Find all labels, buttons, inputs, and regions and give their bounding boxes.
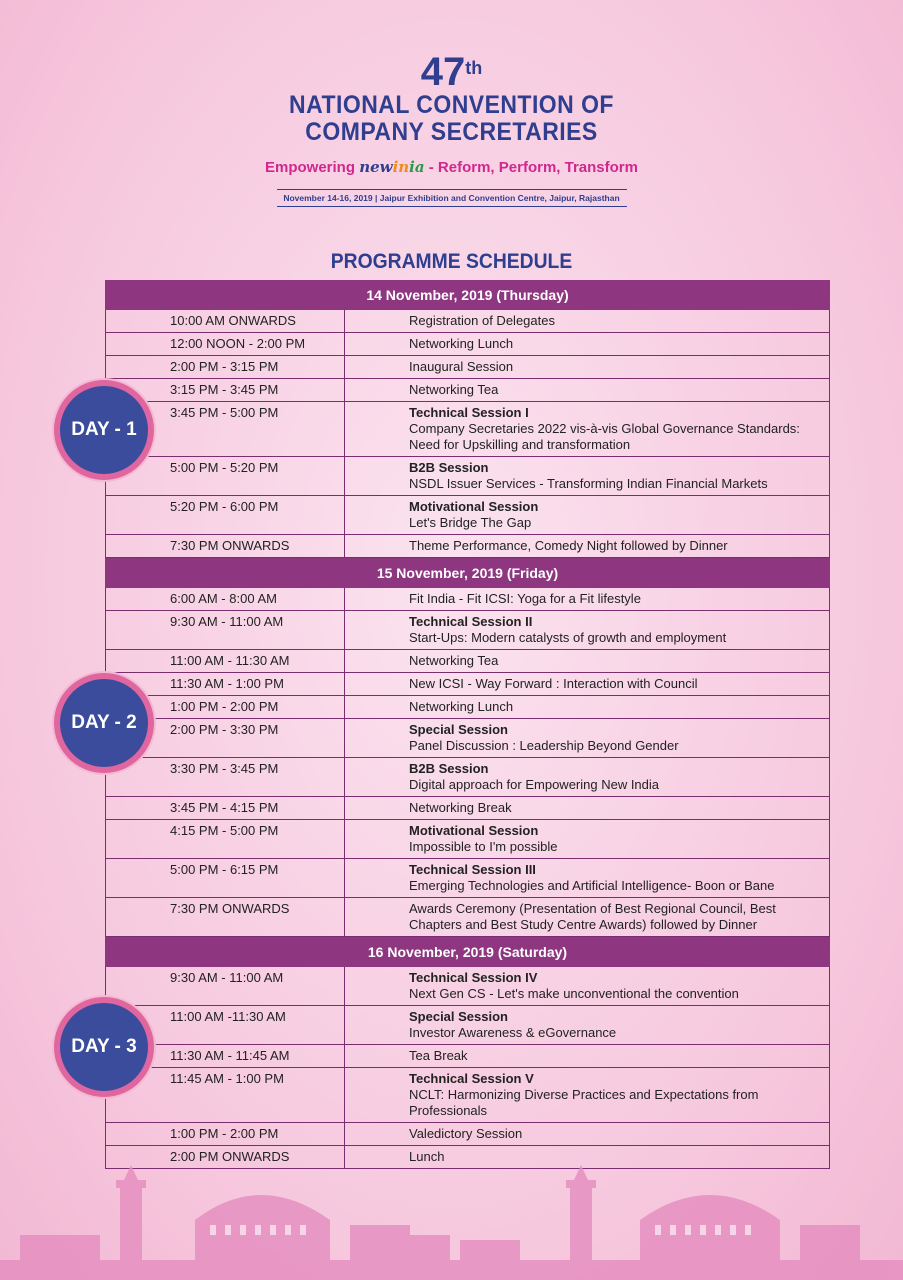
time-cell: 3:45 PM - 5:00 PM xyxy=(106,402,345,456)
schedule-row xyxy=(106,310,829,332)
session-description: Fit India - Fit ICSI: Yoga for a Fit lifestyle xyxy=(409,591,641,606)
schedule-row xyxy=(106,718,829,757)
schedule-row xyxy=(106,672,829,695)
schedule-row xyxy=(106,401,829,456)
event-cell xyxy=(345,1068,829,1122)
time-cell: 2:00 PM ONWARDS xyxy=(106,1146,345,1168)
time-cell: 2:00 PM - 3:15 PM xyxy=(106,356,345,378)
event-cell xyxy=(345,379,829,401)
day-badge-3: DAY - 3 xyxy=(54,997,154,1097)
convention-header xyxy=(0,52,903,207)
schedule-row xyxy=(106,796,829,819)
time-cell: 9:30 AM - 11:00 AM xyxy=(106,967,345,1005)
event-cell xyxy=(345,457,829,495)
schedule-row xyxy=(106,1122,829,1145)
venue-line: November 14-16, 2019 | Jaipur Exhibition and Convention Centre, Jaipur, Rajasthan xyxy=(277,189,627,207)
session-title: Motivational Session xyxy=(409,499,539,514)
session-description: NSDL Issuer Services - Transforming Indian Financial Markets xyxy=(409,476,768,491)
event-cell xyxy=(345,758,829,796)
time-cell: 6:00 AM - 8:00 AM xyxy=(106,588,345,610)
programme-title: PROGRAMME SCHEDULE xyxy=(330,250,573,273)
day-header-1: 14 November, 2019 (Thursday) xyxy=(105,280,830,310)
session-description: Networking Break xyxy=(409,800,512,815)
time-cell: 4:15 PM - 5:00 PM xyxy=(106,820,345,858)
time-cell: 5:00 PM - 6:15 PM xyxy=(106,859,345,897)
event-cell xyxy=(345,1123,829,1145)
day-badge-2: DAY - 2 xyxy=(54,673,154,773)
time-cell: 11:00 AM - 11:30 AM xyxy=(106,650,345,672)
session-description: Emerging Technologies and Artificial Intelligence- Boon or Bane xyxy=(409,878,775,893)
schedule-row xyxy=(106,757,829,796)
time-cell: 11:45 AM - 1:00 PM xyxy=(106,1068,345,1122)
session-title: B2B Session xyxy=(409,460,489,475)
event-cell xyxy=(345,310,829,332)
session-description: Networking Tea xyxy=(409,382,499,397)
edition-number: 47th xyxy=(420,50,483,94)
time-cell: 5:20 PM - 6:00 PM xyxy=(106,496,345,534)
session-description: Awards Ceremony (Presentation of Best Regional Council, Best Chapters and Best Study Centre Awards) followed by Dinner xyxy=(409,901,776,932)
session-description: Impossible to I'm possible xyxy=(409,839,558,854)
event-cell xyxy=(345,650,829,672)
session-title: Special Session xyxy=(409,1009,508,1024)
title-line-2: COMPANY SECRETARIES xyxy=(305,118,598,146)
event-cell xyxy=(345,797,829,819)
session-description: Tea Break xyxy=(409,1048,468,1063)
session-description: Networking Lunch xyxy=(409,699,514,714)
schedule-row xyxy=(106,695,829,718)
tag-logo-ia: ia xyxy=(409,158,425,176)
event-cell xyxy=(345,719,829,757)
schedule-row xyxy=(106,456,829,495)
time-cell: 2:00 PM - 3:30 PM xyxy=(106,719,345,757)
schedule-row xyxy=(106,819,829,858)
schedule-row xyxy=(106,332,829,355)
event-cell xyxy=(345,673,829,695)
event-cell xyxy=(345,333,829,355)
session-title: Technical Session IV xyxy=(409,970,538,985)
event-cell xyxy=(345,588,829,610)
session-description: Networking Tea xyxy=(409,653,499,668)
session-description: Inaugural Session xyxy=(409,359,514,374)
event-cell xyxy=(345,611,829,649)
time-cell: 3:15 PM - 3:45 PM xyxy=(106,379,345,401)
schedule-row xyxy=(106,534,829,557)
tag-logo-new: new xyxy=(359,158,393,176)
day-badge-1: DAY - 1 xyxy=(54,380,154,480)
time-cell: 7:30 PM ONWARDS xyxy=(106,535,345,557)
event-cell xyxy=(345,356,829,378)
time-cell: 7:30 PM ONWARDS xyxy=(106,898,345,936)
session-title: Motivational Session xyxy=(409,823,539,838)
event-cell xyxy=(345,496,829,534)
session-title: Technical Session I xyxy=(409,405,529,420)
event-cell xyxy=(345,898,829,936)
session-description: Lunch xyxy=(409,1149,445,1164)
session-title: Technical Session V xyxy=(409,1071,534,1086)
session-description: New ICSI - Way Forward : Interaction with Council xyxy=(409,676,698,691)
session-description: Theme Performance, Comedy Night followed by Dinner xyxy=(409,538,728,553)
time-cell: 12:00 NOON - 2:00 PM xyxy=(106,333,345,355)
time-cell: 1:00 PM - 2:00 PM xyxy=(106,696,345,718)
event-cell xyxy=(345,820,829,858)
session-title: Technical Session II xyxy=(409,614,533,629)
time-cell: 11:30 AM - 1:00 PM xyxy=(106,673,345,695)
session-description: Digital approach for Empowering New India xyxy=(409,777,660,792)
event-cell xyxy=(345,696,829,718)
schedule-row xyxy=(106,858,829,897)
day-body-1 xyxy=(71,310,830,558)
session-title: Special Session xyxy=(409,722,508,737)
session-title: B2B Session xyxy=(409,761,489,776)
schedule-row xyxy=(106,378,829,401)
tagline: Empowering newinia - Reform, Perform, Transform xyxy=(265,158,638,176)
schedule-row xyxy=(106,1067,829,1122)
session-description: Next Gen CS - Let's make unconventional the convention xyxy=(409,986,739,1001)
schedule-row xyxy=(106,897,829,936)
session-description: Valedictory Session xyxy=(409,1126,523,1141)
day-body-3 xyxy=(71,967,830,1169)
event-cell xyxy=(345,535,829,557)
time-cell: 11:30 AM - 11:45 AM xyxy=(106,1045,345,1067)
day-header-3: 16 November, 2019 (Saturday) xyxy=(105,937,830,967)
title-line-1: NATIONAL CONVENTION OF xyxy=(289,91,614,119)
time-cell: 3:45 PM - 4:15 PM xyxy=(106,797,345,819)
session-description: NCLT: Harmonizing Diverse Practices and Expectations from Professionals xyxy=(409,1087,759,1118)
time-cell: 3:30 PM - 3:45 PM xyxy=(106,758,345,796)
event-cell xyxy=(345,859,829,897)
day-body-2 xyxy=(71,588,830,937)
session-description: Networking Lunch xyxy=(409,336,514,351)
session-description: Panel Discussion : Leadership Beyond Gender xyxy=(409,738,679,753)
time-cell: 9:30 AM - 11:00 AM xyxy=(106,611,345,649)
day-header-2: 15 November, 2019 (Friday) xyxy=(105,558,830,588)
schedule-row xyxy=(106,495,829,534)
schedule-row xyxy=(106,610,829,649)
schedule-row xyxy=(106,588,829,610)
schedule-row xyxy=(106,967,829,1005)
event-cell xyxy=(345,402,829,456)
session-description: Let's Bridge The Gap xyxy=(409,515,532,530)
time-cell: 10:00 AM ONWARDS xyxy=(106,310,345,332)
time-cell: 11:00 AM -11:30 AM xyxy=(106,1006,345,1044)
session-description: Start-Ups: Modern catalysts of growth and employment xyxy=(409,630,727,645)
schedule-row xyxy=(106,649,829,672)
session-description: Investor Awareness & eGovernance xyxy=(409,1025,617,1040)
session-title: Technical Session III xyxy=(409,862,536,877)
jaipur-skyline-illustration xyxy=(0,1165,903,1280)
time-cell: 1:00 PM - 2:00 PM xyxy=(106,1123,345,1145)
event-cell xyxy=(345,1006,829,1044)
schedule-row xyxy=(106,355,829,378)
event-cell xyxy=(345,1045,829,1067)
schedule-row xyxy=(106,1005,829,1044)
event-cell xyxy=(345,967,829,1005)
session-description: Company Secretaries 2022 vis-à-vis Global Governance Standards: Need for Upskilling and transformation xyxy=(409,421,800,452)
session-description: Registration of Delegates xyxy=(409,313,555,328)
time-cell: 5:00 PM - 5:20 PM xyxy=(106,457,345,495)
tag-logo-in: in xyxy=(392,158,410,176)
schedule-table xyxy=(71,280,830,1169)
schedule-row xyxy=(106,1044,829,1067)
